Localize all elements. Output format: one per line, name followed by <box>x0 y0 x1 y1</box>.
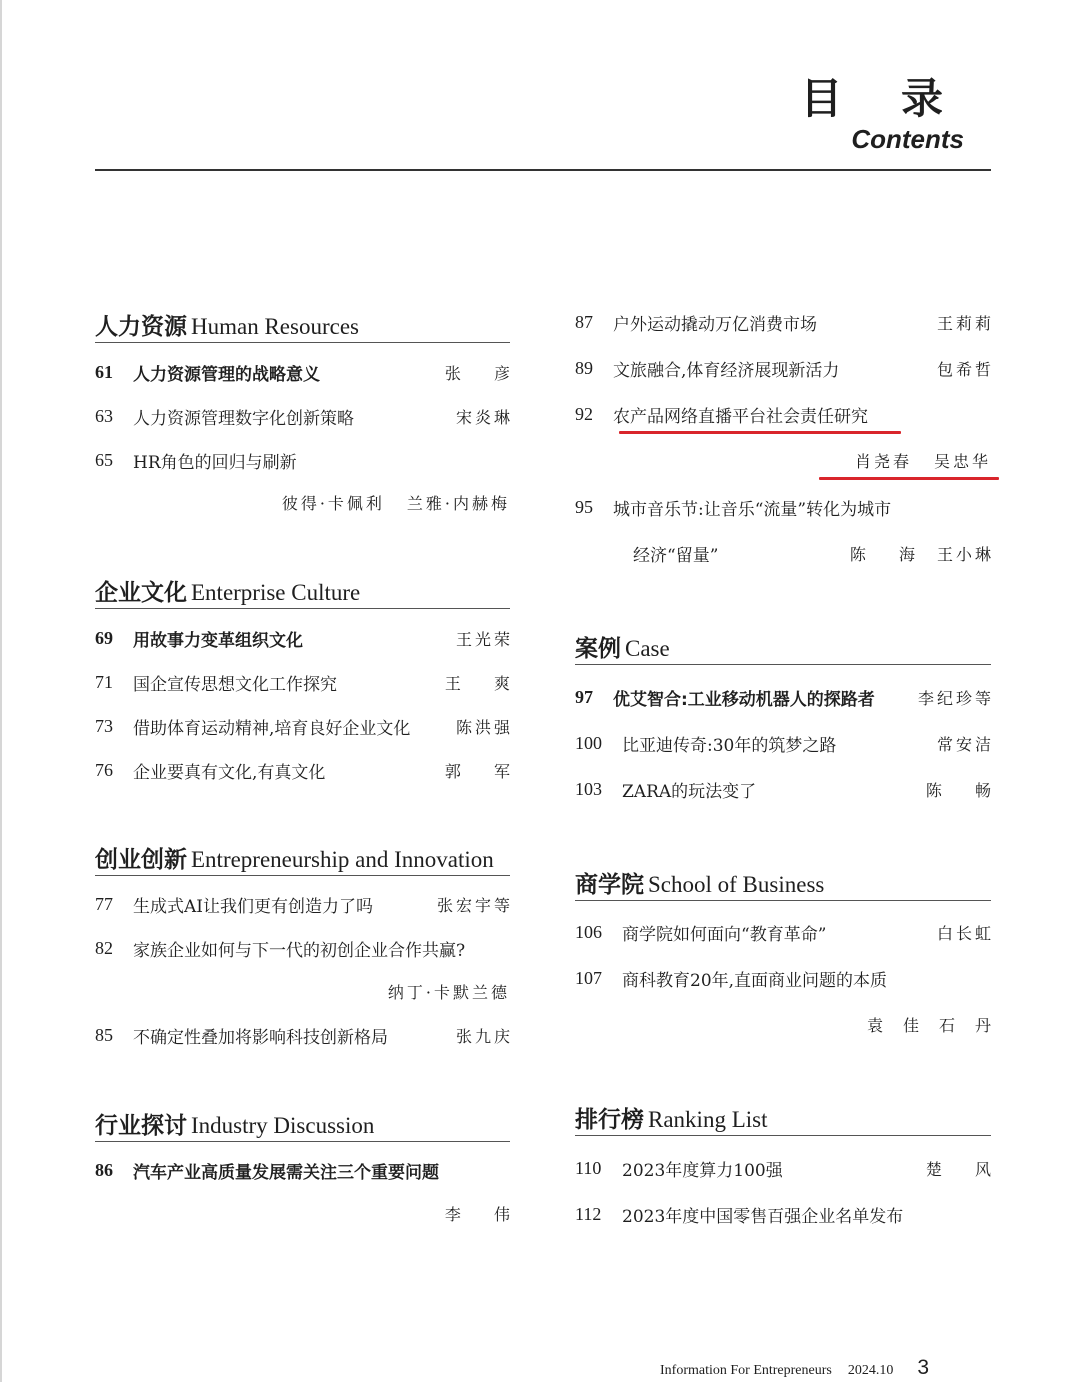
section-title-zh: 企业文化 <box>95 580 187 606</box>
section-header <box>575 630 991 665</box>
entry-title: 城市音乐节:让音乐“流量”转化为城市 <box>613 499 892 520</box>
section-industry <box>95 1107 510 1142</box>
section-school <box>575 866 991 901</box>
entry-page: 97 <box>575 686 593 707</box>
entry-author: 肖尧春 <box>854 452 912 471</box>
section-innovation <box>95 841 510 876</box>
entry-author: 李纪珍等 <box>917 688 994 708</box>
section-header <box>575 866 991 901</box>
toc-entry[interactable] <box>95 714 513 739</box>
toc-entry[interactable] <box>95 404 513 429</box>
entry-page: 82 <box>95 937 113 958</box>
journal-name: Information For Entrepreneurs <box>660 1363 832 1378</box>
entry-page: 63 <box>95 405 113 426</box>
section-culture <box>95 574 510 609</box>
toc-entry[interactable] <box>95 892 513 917</box>
entry-author: 张 彦 <box>444 363 524 383</box>
toc-entry[interactable] <box>575 495 991 519</box>
entry-author: 王光荣 <box>455 629 513 649</box>
entry-page: 61 <box>95 361 113 382</box>
section-title-en: Enterprise Culture <box>191 580 361 605</box>
section-title-zh: 商学院 <box>575 872 644 898</box>
section-title-zh: 排行榜 <box>575 1107 644 1133</box>
entry-title: 比亚迪传奇:30年的筑梦之路 <box>622 735 837 756</box>
toc-entry[interactable] <box>575 1156 1005 1181</box>
entry-page: 65 <box>95 449 113 470</box>
toc-entry[interactable] <box>575 731 994 756</box>
entry-page: 92 <box>575 403 593 424</box>
section-title-en: Case <box>625 636 670 661</box>
entry-page: 95 <box>575 496 593 517</box>
toc-entry[interactable] <box>95 758 524 783</box>
entry-title: 汽车产业高质量发展需关注三个重要问题 <box>133 1162 439 1183</box>
toc-entry[interactable] <box>95 1023 513 1048</box>
entry-page: 86 <box>95 1159 113 1180</box>
entry-page: 103 <box>575 778 602 799</box>
entry-authors <box>95 491 510 515</box>
entry-author: 兰雅·内赫梅 <box>406 494 510 513</box>
entry-author: 陈 海 王小琳 <box>849 544 994 564</box>
entry-title: 借助体育运动精神,培育良好企业文化 <box>133 718 411 739</box>
entry-page: 85 <box>95 1024 113 1045</box>
entry-title: 国企宣传思想文化工作探究 <box>133 674 337 695</box>
section-title-en: Industry Discussion <box>191 1113 375 1138</box>
toc-entry[interactable] <box>575 1202 991 1226</box>
red-underline <box>819 477 999 480</box>
entry-title: 农产品网络直播平台社会责任研究 <box>613 406 868 427</box>
entry-title: 人力资源管理数字化创新策略 <box>133 408 354 429</box>
entry-author: 楚 风 <box>925 1159 1005 1179</box>
toc-entry[interactable] <box>575 310 994 335</box>
toc-entry[interactable] <box>95 360 524 385</box>
entry-author: 白长虹 <box>936 923 994 943</box>
section-case <box>575 630 991 665</box>
section-header <box>95 841 510 876</box>
section-header <box>95 1107 510 1142</box>
entry-page: 100 <box>575 732 602 753</box>
entry-title: 经济“留量” <box>633 545 719 566</box>
toc-entry[interactable] <box>95 626 513 651</box>
entry-author: 袁佳石丹 <box>866 1016 1011 1035</box>
issue-date: 2024.10 <box>847 1363 894 1378</box>
toc-entry-continued[interactable] <box>575 541 994 566</box>
entry-page: 107 <box>575 967 602 988</box>
section-title-en: Entrepreneurship and Innovation <box>191 847 494 872</box>
entry-title: 不确定性叠加将影响科技创新格局 <box>133 1027 388 1048</box>
section-title-zh: 案例 <box>575 636 621 662</box>
entry-page: 89 <box>575 357 593 378</box>
entry-author: 吴忠华 <box>933 452 991 471</box>
section-ranking <box>575 1101 991 1136</box>
entry-title: 户外运动撬动万亿消费市场 <box>613 314 817 335</box>
toc-entry[interactable] <box>95 670 524 695</box>
entry-title: ZARA的玩法变了 <box>622 781 757 802</box>
entry-title: 商科教育20年,直面商业问题的本质 <box>622 970 888 991</box>
entry-author: 张九庆 <box>455 1026 513 1046</box>
entry-page: 87 <box>575 311 593 332</box>
entry-authors <box>575 1013 1011 1037</box>
entry-author: 陈洪强 <box>455 717 513 737</box>
page-edge <box>0 0 2 1382</box>
entry-author: 彼得·卡佩利 <box>281 494 385 513</box>
entry-title: 商学院如何面向“教育革命” <box>622 924 827 945</box>
entry-page: 112 <box>575 1203 602 1224</box>
section-hr <box>95 308 510 343</box>
entry-title: 优艾智合:工业移动机器人的探路者 <box>613 689 875 710</box>
entry-title: 企业要真有文化,有真文化 <box>133 762 326 783</box>
toc-entry[interactable] <box>575 402 991 426</box>
section-title-zh: 行业探讨 <box>95 1113 187 1139</box>
entry-page: 110 <box>575 1157 602 1178</box>
toc-entry[interactable] <box>95 1158 510 1182</box>
entry-author: 王莉莉 <box>936 313 994 333</box>
toc-entry[interactable] <box>575 920 994 945</box>
page-number: 3 <box>917 1356 930 1379</box>
entry-authors <box>95 1202 524 1226</box>
entry-author: 张宏宇等 <box>436 895 513 915</box>
entry-title: 2023年度算力100强 <box>622 1160 783 1181</box>
entry-title: 家族企业如何与下一代的初创企业合作共赢? <box>133 940 466 961</box>
section-title-zh: 创业创新 <box>95 847 187 873</box>
entry-page: 69 <box>95 627 113 648</box>
section-title-en: Human Resources <box>191 314 359 339</box>
entry-title: 人力资源管理的战略意义 <box>133 364 320 385</box>
entry-page: 76 <box>95 759 113 780</box>
page-footer <box>660 1356 929 1380</box>
section-header <box>575 1101 991 1136</box>
entry-author: 李 伟 <box>444 1205 524 1224</box>
entry-title: 2023年度中国零售百强企业名单发布 <box>622 1206 904 1227</box>
entry-page: 106 <box>575 921 602 942</box>
entry-author: 包希哲 <box>936 359 994 379</box>
entry-title: 用故事力变革组织文化 <box>133 630 303 651</box>
entry-page: 71 <box>95 671 113 692</box>
entry-author: 郭 军 <box>444 761 524 781</box>
entry-page: 73 <box>95 715 113 736</box>
entry-author: 纳丁·卡默兰德 <box>387 983 510 1002</box>
section-title-en: School of Business <box>648 872 825 897</box>
entry-title: HR角色的回归与刷新 <box>133 452 297 473</box>
toc-entry[interactable] <box>95 936 510 960</box>
toc-entry[interactable] <box>575 685 994 710</box>
title-rule <box>95 169 991 171</box>
section-header <box>95 308 510 343</box>
section-title-en: Ranking List <box>648 1107 768 1132</box>
toc-entry[interactable] <box>575 356 994 381</box>
page-title: 目 录 <box>800 74 965 123</box>
toc-entry[interactable] <box>95 448 510 472</box>
entry-author: 宋炎琳 <box>455 407 513 427</box>
entry-authors <box>575 449 991 473</box>
entry-title: 生成式AI让我们更有创造力了吗 <box>133 896 373 917</box>
entry-page: 77 <box>95 893 113 914</box>
red-underline <box>619 431 901 434</box>
toc-entry[interactable] <box>575 777 1005 802</box>
entry-author: 常安洁 <box>936 734 994 754</box>
entry-author: 王 爽 <box>444 673 524 693</box>
section-header <box>95 574 510 609</box>
entry-authors <box>95 980 510 1004</box>
entry-title: 文旅融合,体育经济展现新活力 <box>613 360 840 381</box>
entry-author: 陈 畅 <box>925 780 1005 800</box>
toc-entry[interactable] <box>575 966 991 990</box>
page-subtitle: Contents <box>851 124 964 154</box>
section-title-zh: 人力资源 <box>95 314 187 340</box>
